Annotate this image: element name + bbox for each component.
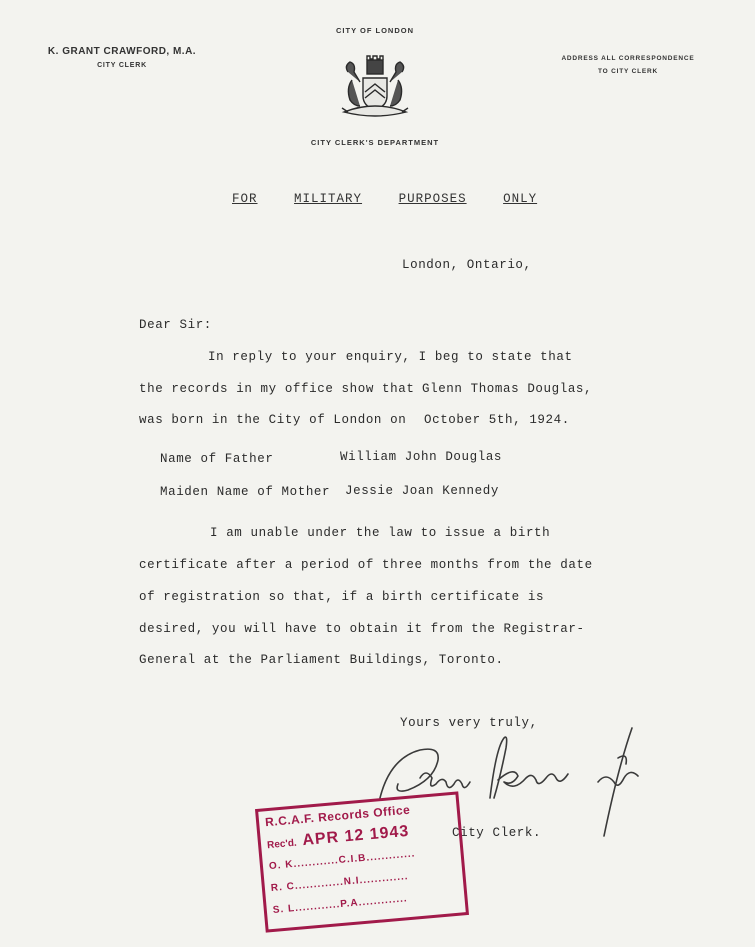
mother-value: Jessie Joan Kennedy: [345, 484, 499, 498]
purpose-word: PURPOSES: [398, 192, 467, 206]
stamp-recd-label: Rec'd.: [266, 837, 298, 852]
stamp-title: R.C.A.F. Records Office: [264, 802, 411, 830]
father-label: Name of Father: [160, 452, 274, 466]
subject-name: Glenn Thomas Douglas,: [422, 382, 593, 396]
place-line: London, Ontario,: [402, 258, 532, 272]
clerk-name: K. GRANT CRAWFORD, M.A.: [47, 46, 197, 57]
father-value: William John Douglas: [340, 450, 503, 464]
paragraph2-line-5: General at the Parliament Buildings, Toronto.: [139, 653, 504, 667]
body-line-3: was born in the City of London on: [139, 413, 407, 427]
purpose-word: FOR: [232, 192, 258, 206]
stamp-date: APR 12 1943: [301, 822, 410, 850]
body-line-1: In reply to your enquiry, I beg to state that: [208, 350, 573, 364]
stamp-row-ok-cib: O. K............C.I.B.............: [268, 848, 416, 873]
rcaf-received-stamp: [255, 791, 469, 932]
letterhead-left: [32, 46, 212, 69]
paragraph2-line-2: certificate after a period of three months from the date: [139, 558, 593, 572]
department-name: CITY CLERK'S DEPARTMENT: [310, 138, 440, 147]
stamp-row-sl-pa: S. L............P.A.............: [272, 893, 409, 916]
purpose-word: ONLY: [503, 192, 538, 206]
address-line-2: TO CITY CLERK: [598, 68, 658, 75]
signature-title: City Clerk.: [452, 826, 542, 840]
purpose-heading: [232, 192, 537, 206]
stamp-row-rc-ni: R. C.............N.I.............: [270, 871, 409, 895]
birth-date: October 5th, 1924.: [424, 413, 570, 427]
purpose-word: MILITARY: [294, 192, 363, 206]
salutation: Dear Sir:: [139, 318, 212, 332]
stamp-received: [266, 823, 410, 853]
paragraph2-line-4: desired, you will have to obtain it from the Registrar-: [139, 622, 585, 636]
city-crest-logo: [334, 50, 416, 122]
city-name: CITY OF LONDON: [335, 26, 415, 35]
paragraph2-line-3: of registration so that, if a birth certificate is: [139, 590, 545, 604]
address-line-1: ADDRESS ALL CORRESPONDENCE: [561, 55, 695, 62]
body-line-2: the records in my office show that: [139, 382, 415, 396]
letterhead-right: [548, 52, 708, 78]
mother-label: Maiden Name of Mother: [160, 485, 331, 499]
clerk-title: CITY CLERK: [97, 62, 147, 69]
closing: Yours very truly,: [400, 716, 538, 730]
paragraph2-line-1: I am unable under the law to issue a birth: [210, 526, 551, 540]
